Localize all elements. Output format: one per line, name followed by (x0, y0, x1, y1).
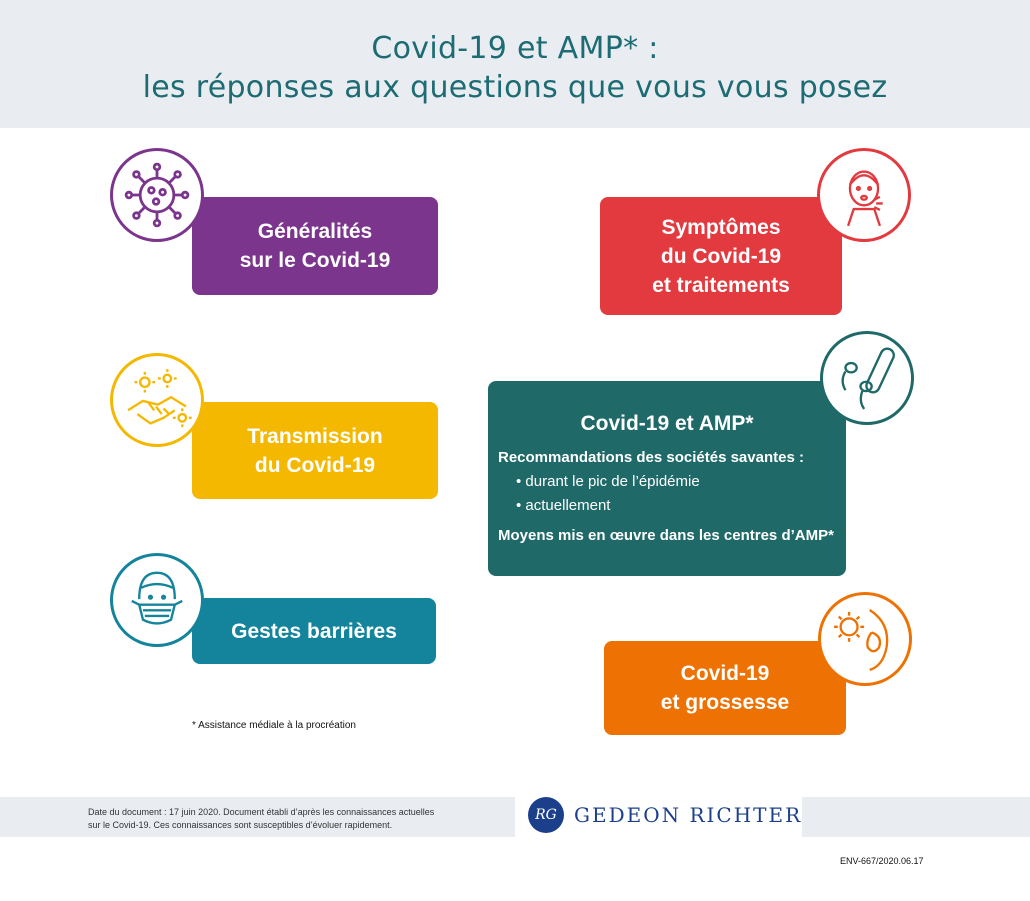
logo-brand-name: GEDEON RICHTER (574, 803, 803, 827)
amp-bullet-current: • actuellement (516, 497, 611, 514)
card-symptomes-line3: et traitements (652, 273, 790, 297)
card-symptomes-line1: Symptômes (661, 215, 781, 239)
card-transmission[interactable] (192, 402, 438, 499)
logo-emblem: RG (528, 797, 564, 833)
card-amp-body (488, 446, 846, 548)
card-gestes-line1: Gestes barrières (231, 619, 397, 643)
amp-moyens: Moyens mis en œuvre dans les centres d’AMP* (498, 527, 834, 544)
card-symptomes-line2: du Covid-19 (660, 244, 782, 268)
card-gestes[interactable] (192, 598, 436, 664)
handshake-icon (110, 353, 204, 447)
amp-reco-heading: Recommandations des sociétés savantes : (498, 449, 804, 466)
card-grossesse-line2: et grossesse (660, 691, 790, 714)
footnote: * Assistance médiale à la procréation (192, 720, 356, 731)
card-transmission-line1: Transmission (247, 424, 383, 448)
header-band (0, 0, 1030, 128)
gedeon-richter-logo (528, 797, 802, 833)
footer-disclaimer-line1: Date du document : 17 juin 2020. Document établi d’après les connaissances actuelles (88, 807, 435, 817)
mask-face-icon (110, 553, 204, 647)
sick-person-icon (817, 148, 911, 242)
card-amp[interactable] (488, 381, 846, 576)
card-symptomes[interactable] (600, 197, 842, 315)
card-generalites-line1: Généralités (257, 220, 373, 243)
page-title-line1: Covid-19 et AMP* : (371, 31, 659, 66)
document-reference: ENV-667/2020.06.17 (840, 856, 924, 866)
footer-disclaimer-line2: sur le Covid-19. Ces connaissances sont susceptibles d’évoluer rapidement. (88, 820, 393, 830)
amp-bullet-peak: • durant le pic de l’épidémie (516, 473, 700, 490)
card-generalites[interactable] (192, 197, 438, 295)
virus-icon (110, 148, 204, 242)
card-generalites-line2: sur le Covid-19 (239, 249, 391, 272)
footer-disclaimer (88, 806, 434, 832)
card-amp-title: Covid-19 et AMP* (580, 412, 754, 435)
card-transmission-line2: du Covid-19 (254, 453, 376, 477)
page-title-line2: les réponses aux questions que vous vous posez (142, 70, 888, 105)
card-grossesse-line1: Covid-19 (680, 662, 770, 685)
card-grossesse[interactable] (604, 641, 846, 735)
test-tube-sperm-icon (820, 331, 914, 425)
pregnancy-icon (818, 592, 912, 686)
